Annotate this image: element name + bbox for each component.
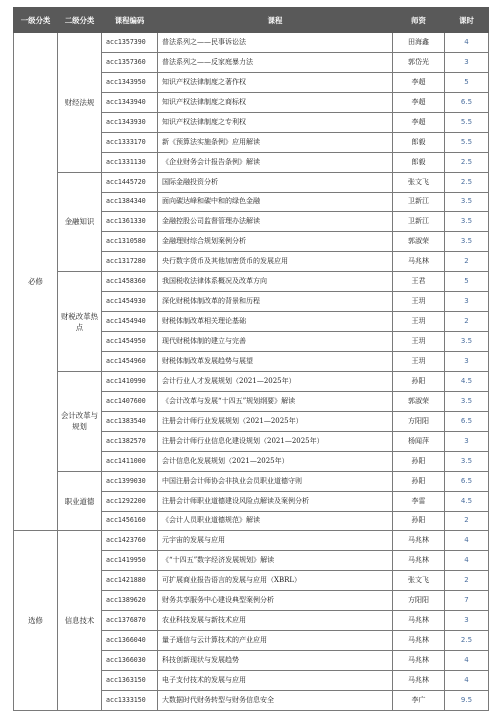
hours-cell: 4.5 [445, 491, 489, 511]
hours-cell: 3.5 [445, 451, 489, 471]
hours-cell: 3.5 [445, 212, 489, 232]
course-table [13, 7, 489, 711]
hours-cell: 5 [445, 272, 489, 292]
course-code-cell: acc1343940 [102, 92, 158, 112]
course-code-cell: acc1456160 [102, 511, 158, 531]
header-code: 课程编码 [102, 8, 158, 33]
hours-cell: 4 [445, 531, 489, 551]
hours-cell: 5.5 [445, 132, 489, 152]
teacher-cell: 郎毅 [393, 152, 445, 172]
course-code-cell: acc1454960 [102, 352, 158, 372]
teacher-cell: 王玥 [393, 332, 445, 352]
course-code-cell: acc1343930 [102, 112, 158, 132]
course-name-cell: 新《预算法实施条例》应用解读 [158, 132, 393, 152]
hours-cell: 2 [445, 571, 489, 591]
table-row [14, 272, 489, 292]
teacher-cell: 孙阳 [393, 451, 445, 471]
course-code-cell: acc1458360 [102, 272, 158, 292]
header-course: 课程 [158, 8, 393, 33]
table-row [14, 371, 489, 391]
course-code-cell: acc1292200 [102, 491, 158, 511]
teacher-cell: 王玥 [393, 292, 445, 312]
category-level1-cell: 必修 [14, 33, 58, 531]
hours-cell: 4 [445, 551, 489, 571]
course-code-cell: acc1383540 [102, 411, 158, 431]
teacher-cell: 田海鑫 [393, 33, 445, 53]
hours-cell: 5 [445, 72, 489, 92]
course-name-cell: 会计信息化发展规划（2021—2025年） [158, 451, 393, 471]
hours-cell: 2 [445, 312, 489, 332]
course-code-cell: acc1421880 [102, 571, 158, 591]
course-name-cell: 财税体制改革发展趋势与展望 [158, 352, 393, 372]
hours-cell: 2.5 [445, 172, 489, 192]
category-level2-cell: 会计改革与规划 [58, 371, 102, 471]
teacher-cell: 王玥 [393, 352, 445, 372]
course-code-cell: acc1407600 [102, 391, 158, 411]
teacher-cell: 王玥 [393, 312, 445, 332]
hours-cell: 6.5 [445, 411, 489, 431]
category-level2-cell: 金融知识 [58, 172, 102, 272]
course-name-cell: 国际金融投资分析 [158, 172, 393, 192]
course-name-cell: 注册会计师职业道德建设风险点解读及案例分析 [158, 491, 393, 511]
hours-cell: 9.5 [445, 690, 489, 710]
course-name-cell: 面向碳达峰和碳中和的绿色金融 [158, 192, 393, 212]
course-name-cell: 央行数字货币及其他加密货币的发展应用 [158, 252, 393, 272]
course-name-cell: 知识产权法律制度之著作权 [158, 72, 393, 92]
teacher-cell: 马兆林 [393, 252, 445, 272]
teacher-cell: 郎毅 [393, 132, 445, 152]
teacher-cell: 郭淑荣 [393, 391, 445, 411]
course-code-cell: acc1366030 [102, 651, 158, 671]
course-name-cell: 普法系列之——反家庭暴力法 [158, 52, 393, 72]
teacher-cell: 马兆林 [393, 651, 445, 671]
course-name-cell: 科技创新现状与发展趋势 [158, 651, 393, 671]
table-body [14, 33, 489, 711]
course-name-cell: 元宇宙的发展与应用 [158, 531, 393, 551]
course-name-cell: 《“十四五”数字经济发展规划》解读 [158, 551, 393, 571]
teacher-cell: 杨闻萍 [393, 431, 445, 451]
course-code-cell: acc1382570 [102, 431, 158, 451]
course-code-cell: acc1363150 [102, 671, 158, 691]
course-code-cell: acc1357390 [102, 33, 158, 53]
header-cat1: 一级分类 [14, 8, 58, 33]
course-code-cell: acc1410990 [102, 371, 158, 391]
course-name-cell: 普法系列之——民事诉讼法 [158, 33, 393, 53]
course-name-cell: 《会计人员职业道德规范》解读 [158, 511, 393, 531]
hours-cell: 4 [445, 651, 489, 671]
hours-cell: 2 [445, 511, 489, 531]
teacher-cell: 孙阳 [393, 511, 445, 531]
course-code-cell: acc1454940 [102, 312, 158, 332]
hours-cell: 6.5 [445, 471, 489, 491]
hours-cell: 4 [445, 33, 489, 53]
hours-cell: 3 [445, 292, 489, 312]
teacher-cell: 李超 [393, 72, 445, 92]
teacher-cell: 马兆林 [393, 551, 445, 571]
category-level2-cell: 财税改革热点 [58, 272, 102, 372]
teacher-cell: 方阳阳 [393, 411, 445, 431]
teacher-cell: 马兆林 [393, 671, 445, 691]
teacher-cell: 李超 [393, 112, 445, 132]
course-code-cell: acc1454930 [102, 292, 158, 312]
header-row [14, 8, 489, 33]
teacher-cell: 王君 [393, 272, 445, 292]
teacher-cell: 李雷 [393, 491, 445, 511]
hours-cell: 2 [445, 252, 489, 272]
course-code-cell: acc1423760 [102, 531, 158, 551]
course-table-container [13, 7, 488, 711]
course-code-cell: acc1445720 [102, 172, 158, 192]
header-cat2: 二级分类 [58, 8, 102, 33]
course-code-cell: acc1331130 [102, 152, 158, 172]
hours-cell: 3.5 [445, 332, 489, 352]
course-code-cell: acc1343950 [102, 72, 158, 92]
table-row [14, 531, 489, 551]
teacher-cell: 李广 [393, 690, 445, 710]
course-name-cell: 农业科技发展与新技术应用 [158, 611, 393, 631]
teacher-cell: 马兆林 [393, 611, 445, 631]
course-code-cell: acc1357360 [102, 52, 158, 72]
teacher-cell: 卫新江 [393, 192, 445, 212]
course-name-cell: 我国税收法律体系概况及改革方向 [158, 272, 393, 292]
course-code-cell: acc1399030 [102, 471, 158, 491]
course-name-cell: 知识产权法律制度之商标权 [158, 92, 393, 112]
header-hours: 课时 [445, 8, 489, 33]
category-level2-cell: 职业道德 [58, 471, 102, 531]
hours-cell: 3 [445, 431, 489, 451]
course-code-cell: acc1310580 [102, 232, 158, 252]
course-code-cell: acc1333150 [102, 690, 158, 710]
hours-cell: 2.5 [445, 631, 489, 651]
hours-cell: 5.5 [445, 112, 489, 132]
teacher-cell: 张文飞 [393, 571, 445, 591]
teacher-cell: 郭岱光 [393, 52, 445, 72]
course-name-cell: 财务共享服务中心建设典型案例分析 [158, 591, 393, 611]
table-row [14, 33, 489, 53]
course-name-cell: 《企业财务会计报告条例》解读 [158, 152, 393, 172]
table-row [14, 172, 489, 192]
course-code-cell: acc1366040 [102, 631, 158, 651]
teacher-cell: 卫新江 [393, 212, 445, 232]
teacher-cell: 马兆林 [393, 631, 445, 651]
course-name-cell: 会计行业人才发展规划（2021—2025年） [158, 371, 393, 391]
teacher-cell: 孙阳 [393, 471, 445, 491]
hours-cell: 3.5 [445, 192, 489, 212]
course-code-cell: acc1454950 [102, 332, 158, 352]
hours-cell: 3.5 [445, 391, 489, 411]
course-name-cell: 注册会计师行业信息化建设规划（2021—2025年） [158, 431, 393, 451]
course-name-cell: 量子通信与云计算技术的产业应用 [158, 631, 393, 651]
category-level2-cell: 财经法规 [58, 33, 102, 173]
teacher-cell: 李超 [393, 92, 445, 112]
course-code-cell: acc1317280 [102, 252, 158, 272]
teacher-cell: 马兆林 [393, 531, 445, 551]
course-name-cell: 注册会计师行业发展规划（2021—2025年） [158, 411, 393, 431]
course-code-cell: acc1419950 [102, 551, 158, 571]
hours-cell: 3 [445, 611, 489, 631]
course-code-cell: acc1411000 [102, 451, 158, 471]
course-name-cell: 金融理财综合规划案例分析 [158, 232, 393, 252]
course-code-cell: acc1361330 [102, 212, 158, 232]
category-level1-cell: 选修 [14, 531, 58, 710]
header-teacher: 师资 [393, 8, 445, 33]
course-name-cell: 《会计改革与发展“十四五”规划纲要》解读 [158, 391, 393, 411]
hours-cell: 3 [445, 52, 489, 72]
course-name-cell: 中国注册会计师协会非执业会员职业道德守则 [158, 471, 393, 491]
hours-cell: 7 [445, 591, 489, 611]
hours-cell: 3 [445, 352, 489, 372]
course-code-cell: acc1376870 [102, 611, 158, 631]
course-code-cell: acc1333170 [102, 132, 158, 152]
course-name-cell: 金融控股公司监督管理办法解读 [158, 212, 393, 232]
course-name-cell: 财税体制改革相关理论基础 [158, 312, 393, 332]
hours-cell: 3.5 [445, 232, 489, 252]
course-name-cell: 深化财税体制改革的背景和历程 [158, 292, 393, 312]
hours-cell: 4 [445, 671, 489, 691]
hours-cell: 6.5 [445, 92, 489, 112]
hours-cell: 2.5 [445, 152, 489, 172]
category-level2-cell: 信息技术 [58, 531, 102, 710]
teacher-cell: 方阳阳 [393, 591, 445, 611]
teacher-cell: 张文飞 [393, 172, 445, 192]
course-name-cell: 电子支付技术的发展与应用 [158, 671, 393, 691]
teacher-cell: 孙阳 [393, 371, 445, 391]
table-row [14, 471, 489, 491]
course-name-cell: 现代财税体制的建立与完善 [158, 332, 393, 352]
course-name-cell: 可扩展商业报告语言的发展与应用（XBRL） [158, 571, 393, 591]
course-name-cell: 知识产权法律制度之专利权 [158, 112, 393, 132]
course-code-cell: acc1384340 [102, 192, 158, 212]
hours-cell: 4.5 [445, 371, 489, 391]
teacher-cell: 郭淑荣 [393, 232, 445, 252]
course-code-cell: acc1389620 [102, 591, 158, 611]
course-name-cell: 大数据时代财务转型与财务信息安全 [158, 690, 393, 710]
